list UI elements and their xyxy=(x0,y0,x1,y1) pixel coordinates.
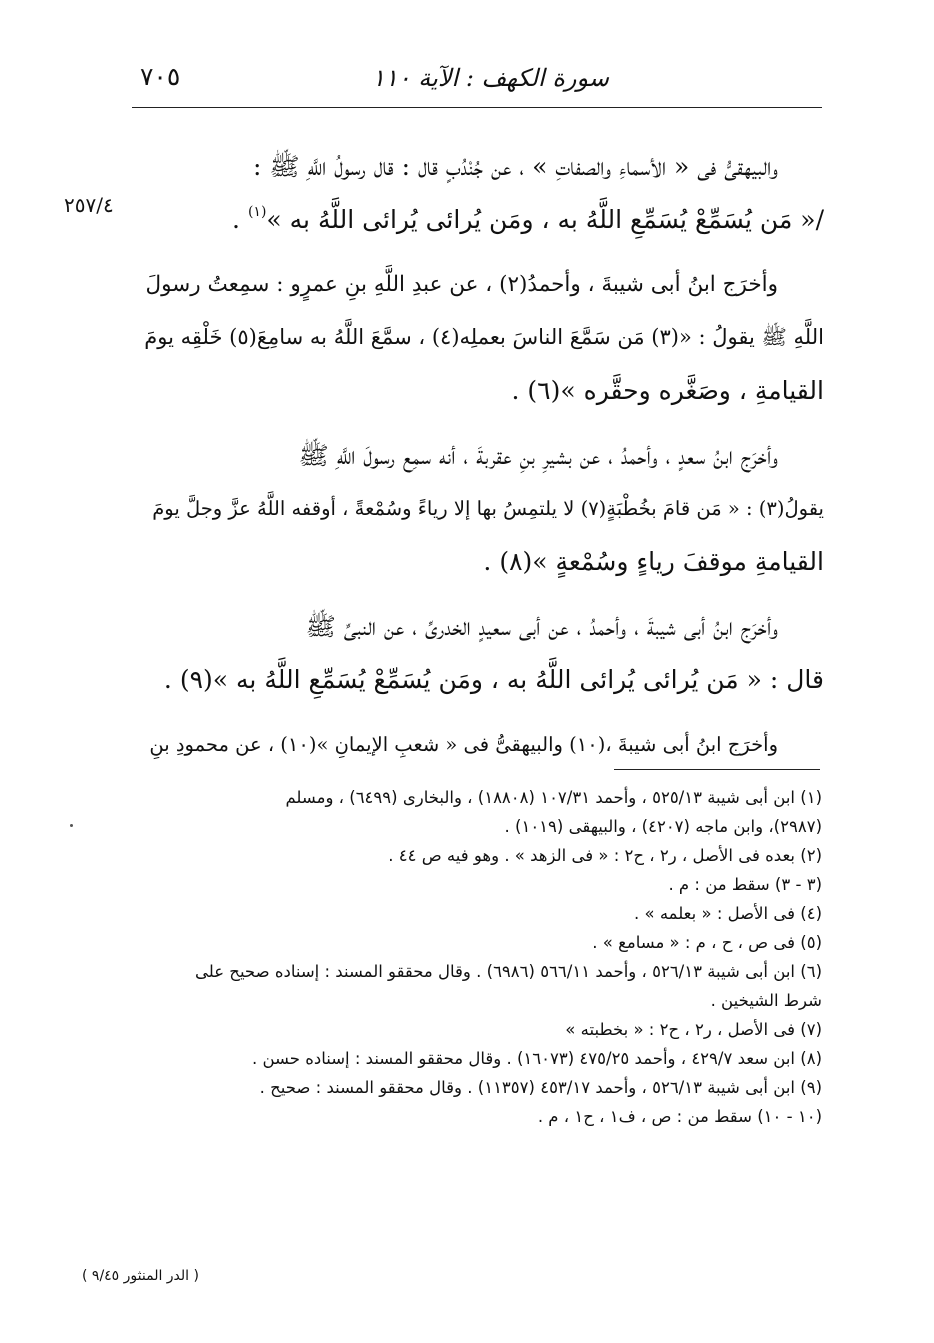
text-line: والبيهقىُّ فى « الأسماءِ والصفاتِ » ، عن جُنْدُبٍ قال : قال رسولُ اللَّهِ ﷺ : xyxy=(253,152,778,181)
text-line: /« مَن يُسَمِّعْ يُسَمِّعِ اللَّهُ به ، ومَن يُرائى يُرائى اللَّهُ به »$^{(١)}$ . xyxy=(232,204,824,234)
footnote-rule xyxy=(614,769,820,770)
text-line: القيامةِ موقفَ رياءٍ وسُمْعةٍ »(٨) . xyxy=(483,547,824,576)
footnote-line: شرط الشيخين . xyxy=(710,991,822,1010)
margin-reference: ٢٥٧/٤ xyxy=(64,193,114,217)
footnote-line: (٦) ابن أبى شيبة ٥٢٦/١٣ ، وأحمد ٥٦٦/١١ (٦٩٨٦) . وقال محققو المسند : إسناده صحيح على xyxy=(195,962,822,981)
footnote-line: (٧) فى الأصل ، ر٢ ، ح٢ : « بخطبته » xyxy=(565,1020,822,1039)
footnote-line: (٣ - ٣) سقط من : م . xyxy=(668,875,822,894)
scan-speck xyxy=(70,824,73,827)
text-line: قال : « مَن يُرائى يُرائى اللَّهُ به ، ومَن يُسَمِّعْ يُسَمِّعِ اللَّهُ به »(٩) . xyxy=(163,665,824,694)
paragraph-1 xyxy=(138,140,824,246)
footnote-line: (٢) بعده فى الأصل ، ر٢ ، ح٢ : « فى الزهد » . وهو فيه ص ٤٤ . xyxy=(388,846,822,865)
footnote-line: (٥) فى ص ، ح ، م : « مسامع » . xyxy=(592,933,822,952)
paragraph-4 xyxy=(138,600,824,706)
footnote-marker: (١) xyxy=(247,204,267,220)
text-line: يقولُ(٣) : « مَن قامَ بخُطْبَةٍ(٧) لا يلتمِسُ بها إلا رياءً وسُمْعةً ، أوقفه اللَّهُ عزَّ وجلَّ يومَ xyxy=(152,497,824,520)
main-text xyxy=(138,140,824,783)
footnote-line: (١) ابن أبى شيبة ٥٢٥/١٣ ، وأحمد ١٠٧/٣١ (١٨٨٠٨) ، والبخارى (٦٤٩٩) ، ومسلم xyxy=(285,788,822,807)
running-head: سورة الكهف : الآية ١١٠ xyxy=(372,64,609,92)
footnote-line: (٢٩٨٧)، وابن ماجه (٤٢٠٧) ، والبيهقى (١٠١٩) . xyxy=(504,817,822,836)
footnotes xyxy=(138,783,822,1131)
book-label: ( الدر المنثور ٩/٤٥ ) xyxy=(82,1268,199,1284)
text-line: اللَّهِ ﷺ يقولُ : «(٣) مَن سَمَّعَ الناسَ بعملِه(٤) ، سمَّعَ اللَّهُ به سامِعَ(٥) خَلْقِه يومَ xyxy=(144,325,824,349)
footnote-line: (٨) ابن سعد ٤٢٩/٧ ، وأحمد ٤٧٥/٢٥ (١٦٠٧٣) . وقال محققو المسند : إسناده حسن . xyxy=(252,1049,822,1068)
text-line: وأخرَج ابنُ سعدٍ ، وأحمدُ ، عن بشيرِ بنِ عقربةَ ، أنه سمِع رسولَ اللَّهِ ﷺ xyxy=(298,441,778,470)
footnote-line: (٩) ابن أبى شيبة ٥٢٦/١٣ ، وأحمد ٤٥٣/١٧ (١١٣٥٧) . وقال محققو المسند : صحيح . xyxy=(259,1078,822,1097)
text-line: وأخرَج ابنُ أبى شيبةَ ، وأحمدُ(٢) ، عن عبدِ اللَّهِ بنِ عمرٍو : سمِعتُ رسولَ xyxy=(145,272,778,297)
paragraph-5 xyxy=(138,718,824,771)
header-rule xyxy=(132,107,822,108)
text-line: وأخرَج ابنُ أبى شيبةَ ، وأحمدُ ، عن أبى سعيدٍ الخدرىِّ ، عن النبىِّ ﷺ xyxy=(305,612,778,641)
text-line-content: /« مَن يُسَمِّعْ يُسَمِّعِ اللَّهُ به ، ومَن يُرائى يُرائى اللَّهُ به » xyxy=(266,205,824,234)
text-line: وأخرَج ابنُ أبى شيبةَ ،(١٠) والبيهقىُّ فى « شعبِ الإيمانِ »(١٠) ، عن محمودِ بنِ xyxy=(149,733,778,756)
paragraph-3 xyxy=(138,429,824,588)
page-number: ٧٠٥ xyxy=(140,62,181,91)
footnote-line: (١٠ - ١٠) سقط من : ص ، ف١ ، ح١ ، م . xyxy=(537,1107,822,1126)
text-line: القيامةِ ، وصَغَّره وحقَّره »(٦) . xyxy=(511,376,824,405)
paragraph-2 xyxy=(138,258,824,417)
footnote-line: (٤) فى الأصل : « بعلمه » . xyxy=(634,904,822,923)
